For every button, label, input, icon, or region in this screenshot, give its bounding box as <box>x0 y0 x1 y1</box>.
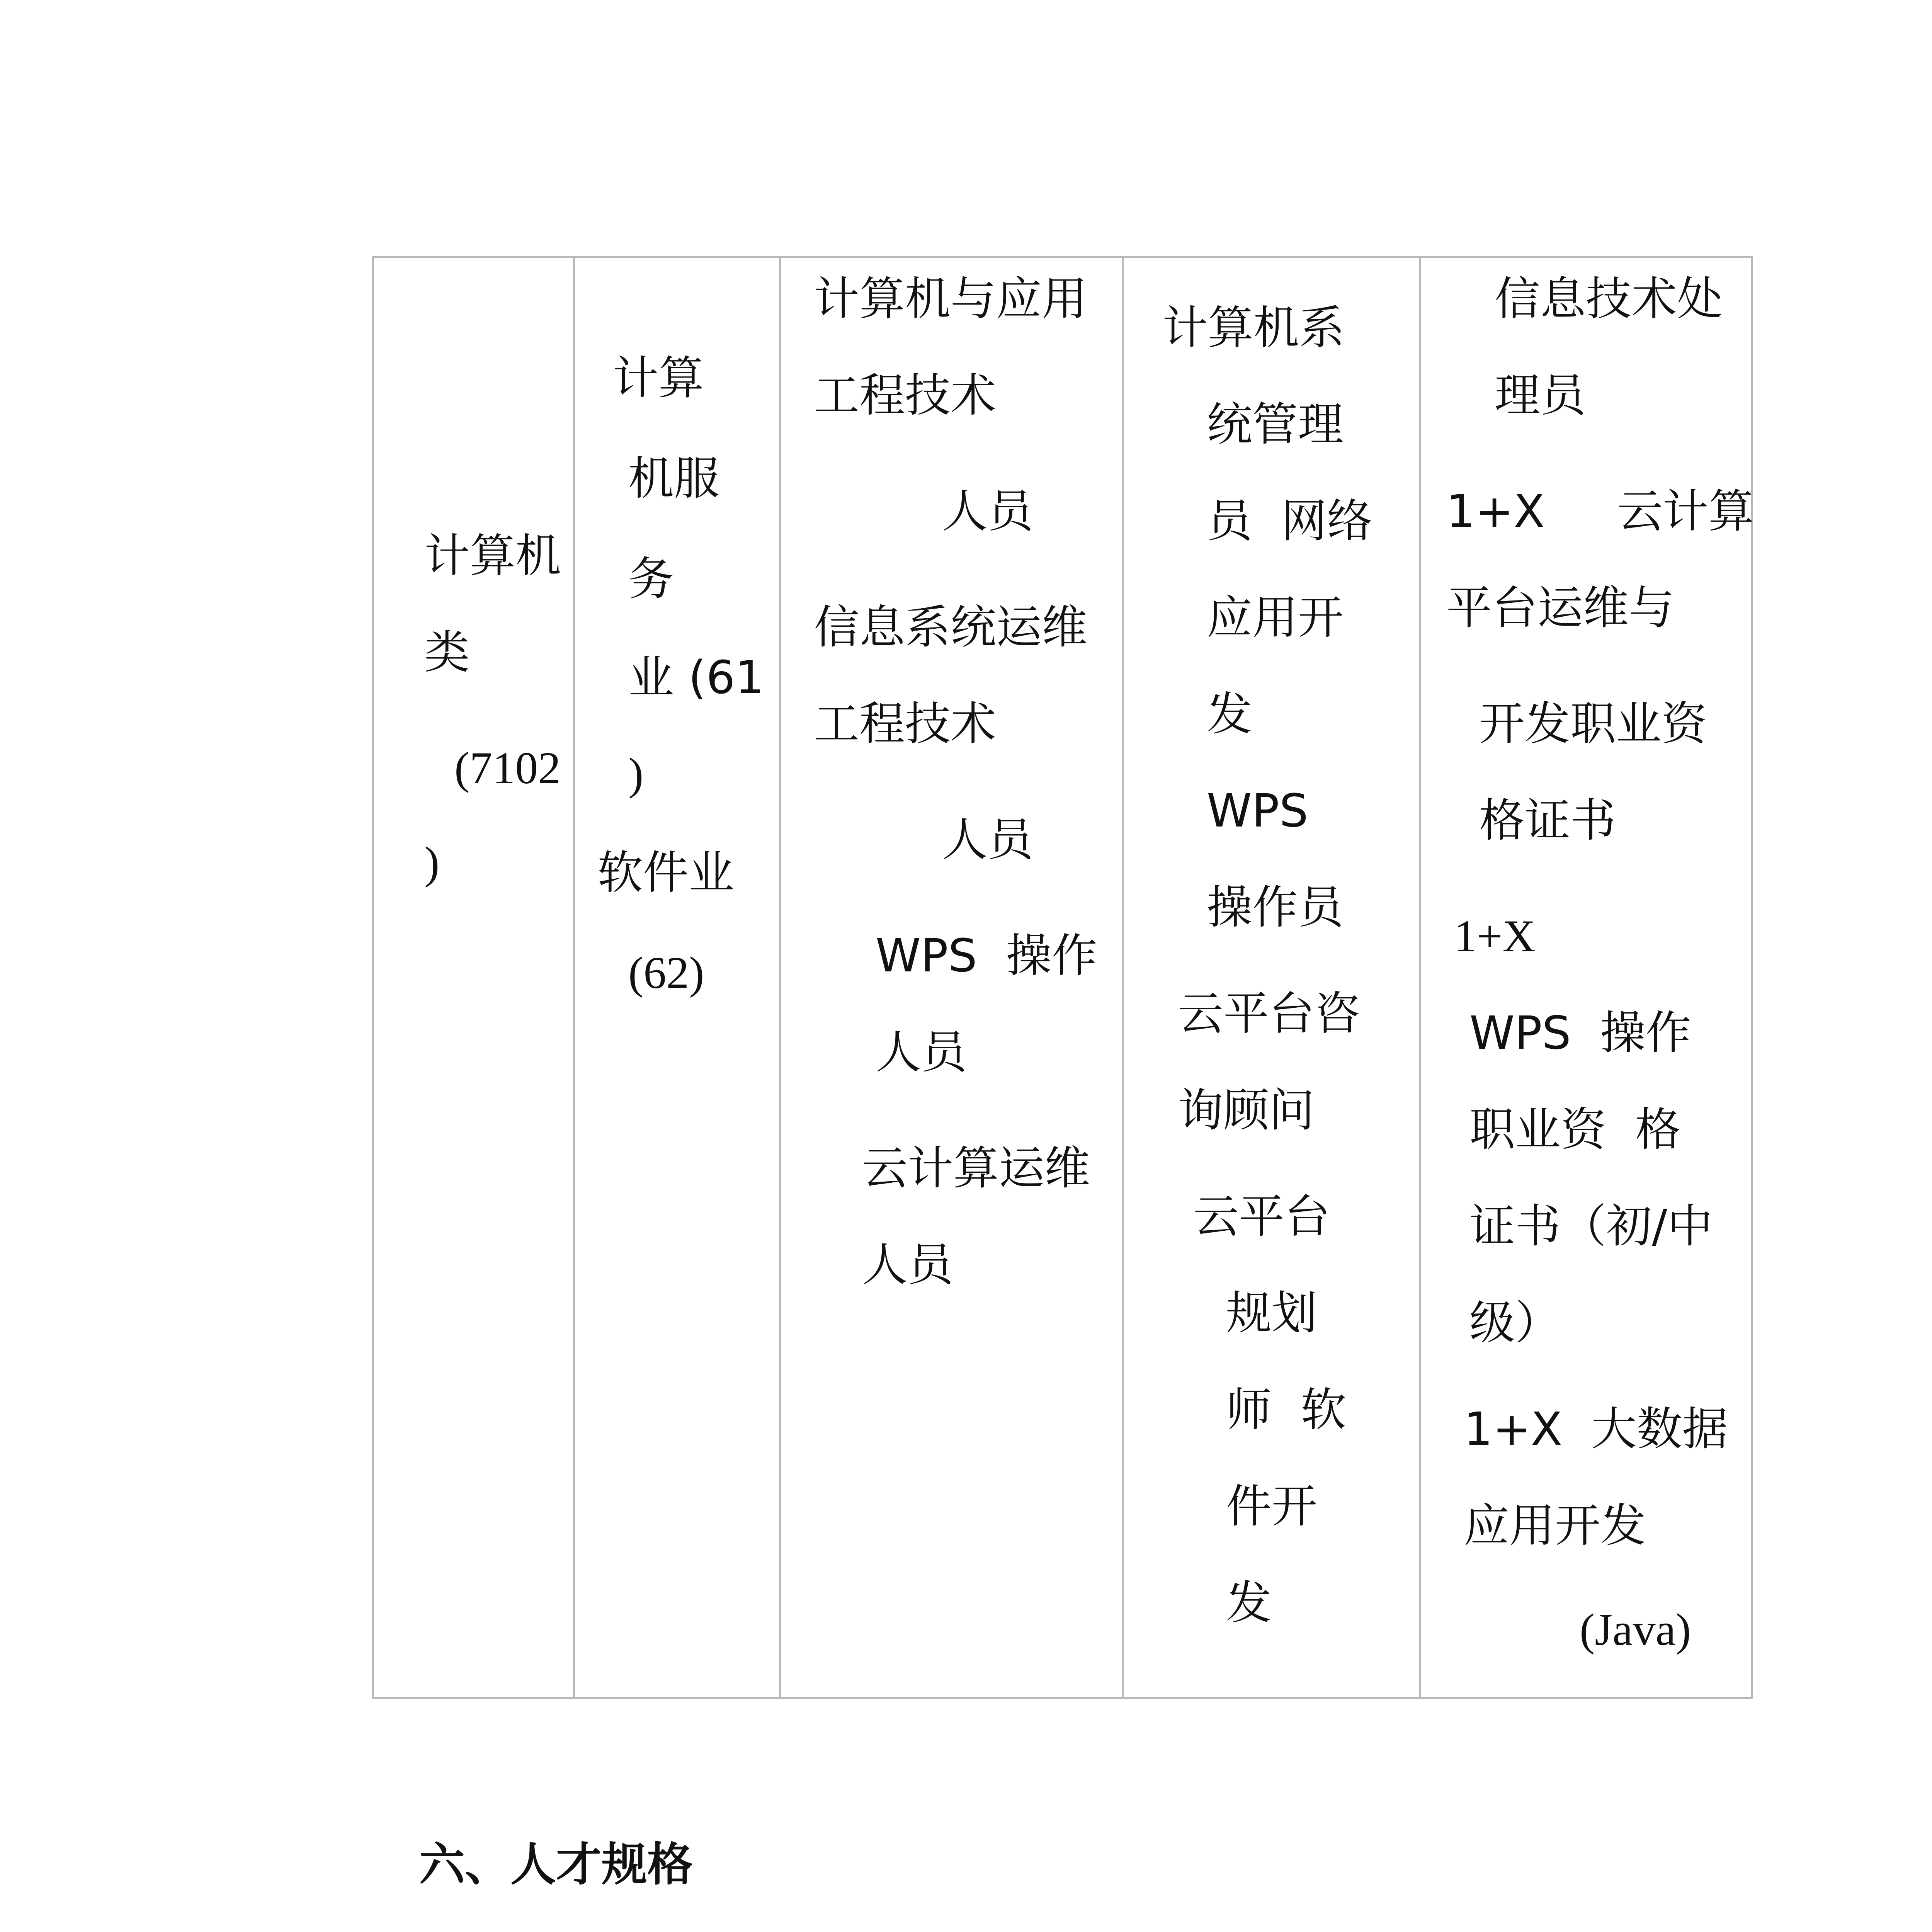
cell-line: ) <box>424 837 440 888</box>
occupation-table <box>372 256 1753 1699</box>
cell-line: 人员 <box>942 485 1034 538</box>
cell-line: 计算机 <box>424 529 561 582</box>
cell-line: 1+X <box>1454 911 1536 961</box>
cell-line: 工程技术 <box>814 697 997 750</box>
cell-line: 人员 <box>876 1026 967 1079</box>
cell-occupation <box>780 257 1123 1698</box>
cell-line: 务 <box>628 552 674 605</box>
cell-line: 应用开发 <box>1464 1499 1646 1552</box>
cell-line: 规划 <box>1226 1286 1318 1340</box>
cell-industry <box>574 257 780 1698</box>
cell-line: 计算 <box>613 351 704 405</box>
cell-line: 人员 <box>862 1238 954 1291</box>
cell-line: 1+X 云计算 <box>1446 485 1754 538</box>
cell-line: (62) <box>628 947 704 998</box>
cell-line: 业 (61 <box>628 651 764 704</box>
cell-line: 格证书 <box>1479 794 1616 847</box>
cell-line: 师 软 <box>1226 1383 1347 1436</box>
cell-line: 询顾问 <box>1178 1083 1315 1137</box>
cell-line: ) <box>628 748 644 799</box>
cell-line: 1+X 大数据 <box>1464 1402 1728 1456</box>
cell-certificates <box>1420 257 1752 1698</box>
cell-line: 云平台咨 <box>1178 987 1361 1040</box>
cell-line: 应用开 <box>1207 591 1344 644</box>
cell-line: WPS 操作 <box>1469 1006 1691 1060</box>
cell-line: 信息技术处 <box>1495 272 1723 325</box>
cell-line: 计算机与应用 <box>814 272 1088 325</box>
cell-line: 类 <box>424 626 470 679</box>
cell-line: 件开 <box>1226 1480 1318 1533</box>
cell-major-category <box>373 257 574 1698</box>
cell-line: (7102 <box>454 743 561 793</box>
cell-job-position <box>1123 257 1420 1698</box>
cell-line: 发 <box>1226 1576 1272 1629</box>
cell-line: 员 网络 <box>1207 494 1373 548</box>
cell-line: 职业资 格 <box>1469 1103 1681 1156</box>
cell-line: 计算机系 <box>1162 301 1345 354</box>
cell-line: 平台运维与 <box>1446 581 1675 634</box>
cell-line: 开发职业资 <box>1479 697 1708 750</box>
cell-line: WPS <box>1207 784 1308 837</box>
cell-line: 统管理 <box>1207 398 1344 451</box>
cell-line: 操作员 <box>1207 881 1344 934</box>
cell-line: 人员 <box>942 813 1034 866</box>
cell-line: 理员 <box>1495 369 1586 422</box>
cell-line: 发 <box>1207 687 1253 741</box>
cell-line: 云平台 <box>1193 1190 1330 1243</box>
cell-line: (Java) <box>1580 1604 1691 1655</box>
cell-line: 软件业 <box>597 846 735 899</box>
cell-line: 机服 <box>628 452 720 505</box>
section-heading: 六、人才规格 <box>419 1838 693 1891</box>
cell-line: 工程技术 <box>814 369 997 422</box>
cell-line: 信息系统运维 <box>814 600 1088 654</box>
cell-line: 级） <box>1469 1296 1561 1349</box>
cell-line: 云计算运维 <box>862 1141 1090 1195</box>
cell-line: 证书（初/中 <box>1469 1199 1713 1253</box>
cell-line: WPS 操作 <box>876 929 1097 982</box>
